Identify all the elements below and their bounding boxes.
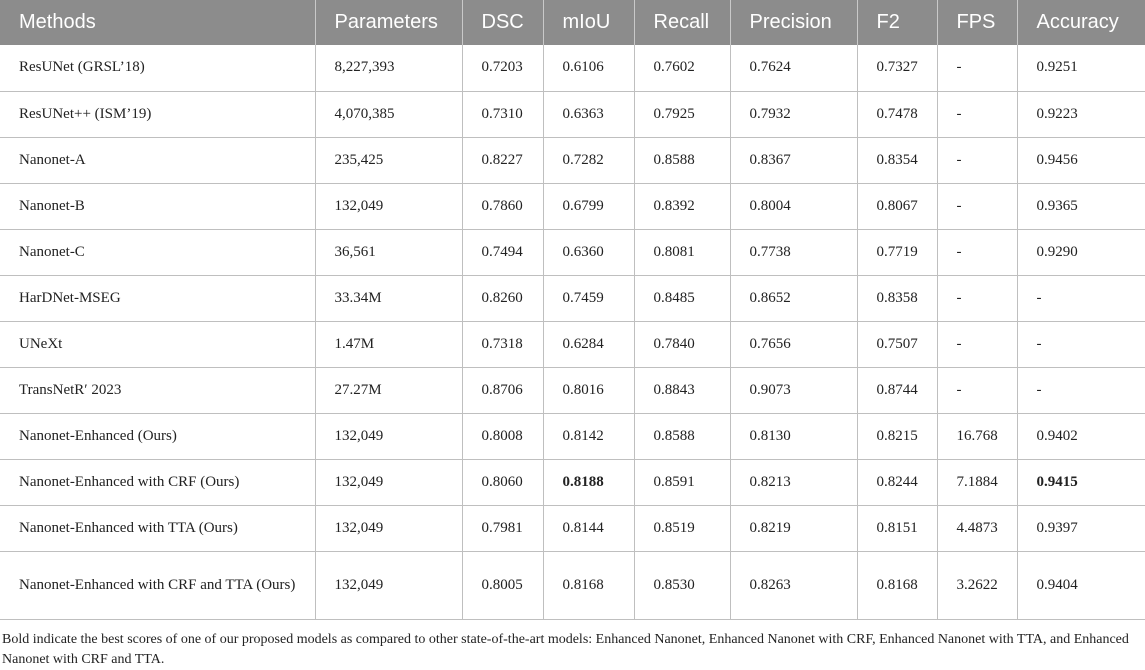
cell-recall: 0.8588 (634, 137, 730, 183)
cell-miou: 0.6284 (543, 321, 634, 367)
cell-dsc: 0.7318 (462, 321, 543, 367)
cell-miou: 0.7459 (543, 275, 634, 321)
cell-dsc: 0.8706 (462, 367, 543, 413)
cell-fps: - (937, 45, 1017, 91)
cell-recall: 0.8530 (634, 551, 730, 619)
cell-parameters: 132,049 (315, 459, 462, 505)
cell-fps: - (937, 183, 1017, 229)
cell-accuracy: 0.9365 (1017, 183, 1145, 229)
table-row (0, 183, 1145, 229)
cell-f2: 0.8168 (857, 551, 937, 619)
table-caption: Bold indicate the best scores of one of our proposed models as compared to other state-of-the-art models: Enhanced Nanonet, Enhanced Nanonet with CRF, Enhanced Nanonet with TTA, and Enhanced Nanonet with CRF and TTA. (2, 631, 1129, 667)
cell-f2: 0.8358 (857, 275, 937, 321)
cell-precision: 0.8263 (730, 551, 857, 619)
cell-method: Nanonet-C (0, 229, 315, 275)
cell-fps: - (937, 275, 1017, 321)
cell-method: Nanonet-Enhanced with CRF and TTA (Ours) (0, 551, 315, 619)
cell-method: HarDNet-MSEG (0, 275, 315, 321)
cell-accuracy: - (1017, 321, 1145, 367)
cell-parameters: 4,070,385 (315, 91, 462, 137)
cell-method: Nanonet-Enhanced (Ours) (0, 413, 315, 459)
cell-parameters: 132,049 (315, 183, 462, 229)
cell-precision: 0.8219 (730, 505, 857, 551)
table-body (0, 45, 1145, 619)
cell-parameters: 8,227,393 (315, 45, 462, 91)
table-row (0, 229, 1145, 275)
cell-accuracy: - (1017, 367, 1145, 413)
cell-miou: 0.6799 (543, 183, 634, 229)
cell-recall: 0.8843 (634, 367, 730, 413)
cell-precision: 0.8004 (730, 183, 857, 229)
cell-recall: 0.8081 (634, 229, 730, 275)
cell-dsc: 0.8260 (462, 275, 543, 321)
cell-f2: 0.7478 (857, 91, 937, 137)
cell-f2: 0.8151 (857, 505, 937, 551)
cell-precision: 0.8130 (730, 413, 857, 459)
table-header (0, 0, 1145, 45)
cell-f2: 0.8354 (857, 137, 937, 183)
header-methods: Methods (0, 0, 315, 45)
cell-parameters: 36,561 (315, 229, 462, 275)
cell-dsc: 0.8060 (462, 459, 543, 505)
cell-miou: 0.8144 (543, 505, 634, 551)
cell-fps: - (937, 91, 1017, 137)
cell-dsc: 0.7860 (462, 183, 543, 229)
table-row (0, 505, 1145, 551)
header-fps: FPS (937, 0, 1017, 45)
cell-f2: 0.7327 (857, 45, 937, 91)
cell-fps: - (937, 137, 1017, 183)
cell-method: Nanonet-B (0, 183, 315, 229)
table-row (0, 45, 1145, 91)
table-row (0, 459, 1145, 505)
cell-dsc: 0.8008 (462, 413, 543, 459)
header-recall: Recall (634, 0, 730, 45)
cell-fps: 3.2622 (937, 551, 1017, 619)
cell-accuracy: 0.9397 (1017, 505, 1145, 551)
cell-f2: 0.8744 (857, 367, 937, 413)
cell-miou: 0.8188 (543, 459, 634, 505)
cell-method: Nanonet-A (0, 137, 315, 183)
cell-recall: 0.8392 (634, 183, 730, 229)
cell-f2: 0.7719 (857, 229, 937, 275)
cell-dsc: 0.7981 (462, 505, 543, 551)
header-parameters: Parameters (315, 0, 462, 45)
header-row (0, 0, 1145, 45)
cell-miou: 0.8016 (543, 367, 634, 413)
cell-accuracy: 0.9402 (1017, 413, 1145, 459)
cell-accuracy: 0.9456 (1017, 137, 1145, 183)
cell-accuracy: 0.9251 (1017, 45, 1145, 91)
cell-method: UNeXt (0, 321, 315, 367)
table-row (0, 413, 1145, 459)
cell-miou: 0.6363 (543, 91, 634, 137)
cell-parameters: 1.47M (315, 321, 462, 367)
header-accuracy: Accuracy (1017, 0, 1145, 45)
cell-accuracy: 0.9223 (1017, 91, 1145, 137)
cell-dsc: 0.7310 (462, 91, 543, 137)
header-precision: Precision (730, 0, 857, 45)
cell-fps: - (937, 367, 1017, 413)
cell-method: ResUNet (GRSL’18) (0, 45, 315, 91)
cell-precision: 0.8213 (730, 459, 857, 505)
cell-accuracy: 0.9290 (1017, 229, 1145, 275)
cell-precision: 0.7932 (730, 91, 857, 137)
cell-fps: 7.1884 (937, 459, 1017, 505)
cell-miou: 0.8168 (543, 551, 634, 619)
cell-fps: 4.4873 (937, 505, 1017, 551)
cell-dsc: 0.8227 (462, 137, 543, 183)
header-f2: F2 (857, 0, 937, 45)
cell-parameters: 235,425 (315, 137, 462, 183)
cell-f2: 0.8244 (857, 459, 937, 505)
table-row (0, 321, 1145, 367)
cell-recall: 0.8591 (634, 459, 730, 505)
cell-dsc: 0.7203 (462, 45, 543, 91)
cell-f2: 0.8215 (857, 413, 937, 459)
cell-dsc: 0.8005 (462, 551, 543, 619)
cell-parameters: 132,049 (315, 505, 462, 551)
cell-recall: 0.7602 (634, 45, 730, 91)
table-row (0, 275, 1145, 321)
cell-miou: 0.7282 (543, 137, 634, 183)
cell-f2: 0.8067 (857, 183, 937, 229)
cell-fps: - (937, 321, 1017, 367)
cell-parameters: 27.27M (315, 367, 462, 413)
cell-recall: 0.7925 (634, 91, 730, 137)
header-dsc: DSC (462, 0, 543, 45)
cell-precision: 0.7624 (730, 45, 857, 91)
cell-method: ResUNet++ (ISM’19) (0, 91, 315, 137)
cell-parameters: 132,049 (315, 551, 462, 619)
cell-method: Nanonet-Enhanced with CRF (Ours) (0, 459, 315, 505)
table-row (0, 137, 1145, 183)
cell-precision: 0.8367 (730, 137, 857, 183)
header-miou: mIoU (543, 0, 634, 45)
cell-method: Nanonet-Enhanced with TTA (Ours) (0, 505, 315, 551)
cell-fps: - (937, 229, 1017, 275)
cell-miou: 0.8142 (543, 413, 634, 459)
cell-method: TransNetR′ 2023 (0, 367, 315, 413)
cell-parameters: 132,049 (315, 413, 462, 459)
cell-recall: 0.7840 (634, 321, 730, 367)
cell-dsc: 0.7494 (462, 229, 543, 275)
table-row (0, 91, 1145, 137)
table-row (0, 367, 1145, 413)
cell-precision: 0.7656 (730, 321, 857, 367)
cell-precision: 0.8652 (730, 275, 857, 321)
cell-f2: 0.7507 (857, 321, 937, 367)
cell-fps: 16.768 (937, 413, 1017, 459)
cell-recall: 0.8519 (634, 505, 730, 551)
cell-recall: 0.8588 (634, 413, 730, 459)
cell-accuracy: - (1017, 275, 1145, 321)
cell-accuracy: 0.9415 (1017, 459, 1145, 505)
cell-miou: 0.6106 (543, 45, 634, 91)
cell-precision: 0.7738 (730, 229, 857, 275)
cell-recall: 0.8485 (634, 275, 730, 321)
cell-parameters: 33.34M (315, 275, 462, 321)
cell-accuracy: 0.9404 (1017, 551, 1145, 619)
cell-miou: 0.6360 (543, 229, 634, 275)
cell-precision: 0.9073 (730, 367, 857, 413)
table-row (0, 551, 1145, 619)
